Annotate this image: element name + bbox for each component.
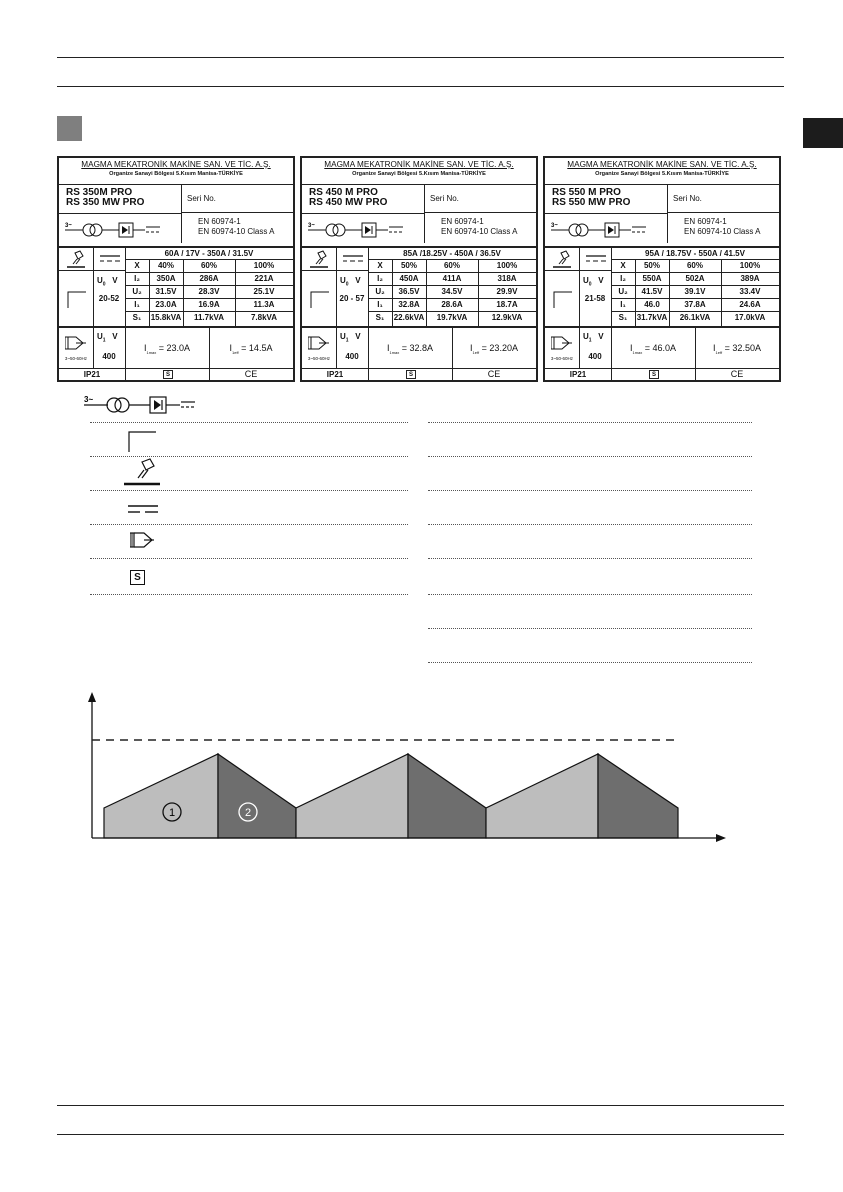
weld-time-area xyxy=(104,754,218,838)
row-label: I₁ xyxy=(620,300,626,309)
plate-model-section xyxy=(59,185,293,243)
address: Organize Sanayi Bölgesi 5.Kısım Manisa-TÜRKİYE xyxy=(109,171,243,177)
table-cell: 46.0 xyxy=(644,300,660,309)
mains-plug-icon xyxy=(308,336,330,350)
standards xyxy=(667,213,779,243)
manufacturer: MAGMA MEKATRONİK MAKİNE SAN. VE TİC. A.Ş. xyxy=(324,160,514,169)
grid-line xyxy=(611,368,612,380)
frequency-label: 3~50-60Hz xyxy=(307,356,331,361)
machine-type-symbol xyxy=(59,213,181,244)
label-1: 1 xyxy=(168,807,176,819)
direct-current-icon xyxy=(99,254,121,264)
chapter-tab xyxy=(803,118,843,148)
footer-rule-2 xyxy=(57,1134,784,1135)
i1eff-value: $I_{1eff} = 14.5A$ xyxy=(229,343,273,355)
grid-line xyxy=(125,368,126,380)
standard-1: EN 60974-1 xyxy=(441,217,484,226)
table-cell: 25.1V xyxy=(253,287,275,296)
cv-characteristic-icon xyxy=(310,290,330,308)
legend-rule xyxy=(90,524,408,525)
table-cell: 100% xyxy=(496,261,518,270)
legend-rule xyxy=(428,558,752,559)
u1-value: 400 xyxy=(345,352,359,361)
ce-mark: CE xyxy=(244,369,258,379)
table-cell: 286A xyxy=(199,274,219,283)
mig-torch-icon xyxy=(308,250,330,268)
standards xyxy=(181,213,293,243)
row-label: I₂ xyxy=(620,274,626,283)
current-range: 95A / 18.75V - 550A / 41.5V xyxy=(645,249,745,258)
u1-label: $U_1$ V xyxy=(583,332,604,344)
table-cell: 31.5V xyxy=(155,287,177,296)
model-name-1: RS 450 M PRO xyxy=(309,187,378,198)
serial-number: Seri No. xyxy=(424,185,536,213)
table-cell: 60% xyxy=(443,261,460,270)
legend-rule xyxy=(428,456,752,457)
table-cell: 60% xyxy=(686,261,703,270)
ip-rating: IP21 xyxy=(326,370,344,379)
table-cell: 16.9A xyxy=(198,300,220,309)
grid-line xyxy=(93,328,94,368)
table-cell: 60% xyxy=(200,261,217,270)
ce-mark: CE xyxy=(487,369,501,379)
row-label: I₂ xyxy=(377,274,383,283)
legend-rule xyxy=(428,422,752,423)
supply-section xyxy=(302,328,536,380)
rating-plate xyxy=(57,156,295,382)
model-names xyxy=(66,188,144,208)
row-label: X xyxy=(377,261,383,270)
rating-plate xyxy=(543,156,781,382)
weld-time-area xyxy=(296,754,408,838)
grid-line xyxy=(579,328,580,368)
table-cell: 23.0A xyxy=(155,300,177,309)
supply-section xyxy=(545,328,779,380)
label-2: 2 xyxy=(244,807,252,819)
legend-rule xyxy=(90,594,408,595)
table-cell: 33.4V xyxy=(739,287,761,296)
ip-rating: IP21 xyxy=(83,370,101,379)
model-name-2: RS 450 MW PRO xyxy=(309,197,388,208)
row-label: X xyxy=(620,261,626,270)
mig-torch-icon xyxy=(551,250,573,268)
duty-cycle-chart xyxy=(80,690,730,855)
mig-torch-icon xyxy=(65,250,87,268)
mig-torch-icon xyxy=(124,458,164,486)
x-axis-arrow xyxy=(716,834,726,842)
current-range: 85A /18.25V - 450A / 36.5V xyxy=(403,249,501,258)
svg-text:3~: 3~ xyxy=(551,223,558,229)
legend-rule xyxy=(90,422,408,423)
model-name-1: RS 550 M PRO xyxy=(552,187,621,198)
plate-header xyxy=(59,158,293,185)
frequency-label: 3~50-60Hz xyxy=(550,356,574,361)
mains-plug-icon xyxy=(551,336,573,350)
cv-characteristic-icon xyxy=(128,430,158,452)
table-cell: 411A xyxy=(442,274,462,283)
direct-current-icon xyxy=(128,503,160,515)
table-cell: 39.1V xyxy=(684,287,706,296)
grid-line xyxy=(59,270,125,271)
rest-time-area xyxy=(218,754,296,838)
table-cell: 24.6A xyxy=(739,300,761,309)
row-label: U₂ xyxy=(618,287,628,296)
grid-line xyxy=(579,248,580,326)
table-cell: 31.7kVA xyxy=(636,313,668,322)
table-cell: 26.1kVA xyxy=(679,313,711,322)
model-names xyxy=(309,188,387,208)
table-cell: 19.7kVA xyxy=(436,313,468,322)
rating-table xyxy=(545,246,779,328)
manufacturer: MAGMA MEKATRONİK MAKİNE SAN. VE TİC. A.Ş. xyxy=(567,160,757,169)
i1max-value: $I_{1max} = 23.0A$ xyxy=(143,343,191,355)
transformer-rectifier-icon xyxy=(551,219,655,239)
rating-plate xyxy=(300,156,538,382)
table-cell: 40% xyxy=(157,261,174,270)
i1eff-value: $I_{1eff} = 23.20A$ xyxy=(470,343,518,355)
table-cell: 22.6kVA xyxy=(393,313,425,322)
plate-header xyxy=(545,158,779,185)
table-cell: 7.8kVA xyxy=(250,313,278,322)
standard-2: EN 60974-10 Class A xyxy=(441,227,518,236)
table-cell: 50% xyxy=(643,261,660,270)
legend-rule xyxy=(90,558,408,559)
s-mark: S xyxy=(406,370,416,379)
rest-time-area xyxy=(598,754,678,838)
address: Organize Sanayi Bölgesi 5.Kısım Manisa-TÜRKİYE xyxy=(352,171,486,177)
table-cell: 34.5V xyxy=(441,287,463,296)
legend-rule xyxy=(428,524,752,525)
u0-label: $U_0$ V xyxy=(583,276,604,288)
svg-text:3~: 3~ xyxy=(308,223,315,229)
i1max-value: $I_{1max} = 32.8A$ xyxy=(386,343,434,355)
table-cell: 318A xyxy=(497,274,517,283)
table-cell: 29.9V xyxy=(496,287,518,296)
table-cell: 450A xyxy=(399,274,419,283)
table-cell: 221A xyxy=(254,274,274,283)
serial-number: Seri No. xyxy=(667,185,779,213)
s-mark: S xyxy=(649,370,659,379)
frequency-label: 3~50-60Hz xyxy=(64,356,88,361)
rating-table xyxy=(59,246,293,328)
row-label: S₁ xyxy=(375,313,385,322)
grid-line xyxy=(93,248,94,326)
u0-label: $U_0$ V xyxy=(340,276,361,288)
section-marker xyxy=(57,116,82,141)
table-cell: 12.9kVA xyxy=(491,313,523,322)
table-cell: 389A xyxy=(740,274,760,283)
model-name-2: RS 350 MW PRO xyxy=(66,197,145,208)
u1-value: 400 xyxy=(588,352,602,361)
supply-section xyxy=(59,328,293,380)
transformer-rectifier-icon xyxy=(65,219,169,239)
s-mark-icon: S xyxy=(130,570,145,585)
legend-rule xyxy=(90,490,408,491)
table-cell: 15.8kVA xyxy=(150,313,182,322)
standard-2: EN 60974-10 Class A xyxy=(198,227,275,236)
table-cell: 37.8A xyxy=(684,300,706,309)
phase-label: 3~ xyxy=(84,395,94,404)
table-cell: 28.6A xyxy=(441,300,463,309)
ip-rating: IP21 xyxy=(569,370,587,379)
u0-label: $U_0$ V xyxy=(97,276,118,288)
standard-1: EN 60974-1 xyxy=(684,217,727,226)
model-name-1: RS 350M PRO xyxy=(66,187,133,198)
row-label: I₂ xyxy=(134,274,140,283)
table-cell: 17.0kVA xyxy=(734,313,766,322)
u1-value: 400 xyxy=(102,352,116,361)
mains-plug-icon xyxy=(65,336,87,350)
grid-line xyxy=(336,248,337,326)
u1-label: $U_1$ V xyxy=(97,332,118,344)
machine-type-symbol xyxy=(302,213,424,244)
table-cell: 100% xyxy=(739,261,761,270)
i1max-value: $I_{1max} = 46.0A$ xyxy=(629,343,677,355)
y-axis-arrow xyxy=(88,692,96,702)
legend-rule xyxy=(428,662,752,663)
u0-range: 20-52 xyxy=(98,294,120,303)
svg-text:3~: 3~ xyxy=(65,223,72,229)
plate-model-section xyxy=(302,185,536,243)
table-cell: 550A xyxy=(642,274,662,283)
table-cell: 11.3A xyxy=(253,300,275,309)
table-cell: 36.5V xyxy=(398,287,420,296)
u0-range: 21-58 xyxy=(584,294,606,303)
manufacturer: MAGMA MEKATRONİK MAKİNE SAN. VE TİC. A.Ş. xyxy=(81,160,271,169)
ce-mark: CE xyxy=(730,369,744,379)
address: Organize Sanayi Bölgesi 5.Kısım Manisa-TÜRKİYE xyxy=(595,171,729,177)
table-cell: 100% xyxy=(253,261,275,270)
table-cell: 502A xyxy=(685,274,705,283)
grid-line xyxy=(336,328,337,368)
s-mark: S xyxy=(163,370,173,379)
table-cell: 50% xyxy=(400,261,417,270)
standard-1: EN 60974-1 xyxy=(198,217,241,226)
direct-current-icon xyxy=(342,254,364,264)
u1-label: $U_1$ V xyxy=(340,332,361,344)
transformer-rectifier-icon xyxy=(308,219,412,239)
standards xyxy=(424,213,536,243)
rest-time-area xyxy=(408,754,486,838)
row-label: U₂ xyxy=(132,287,142,296)
table-cell: 32.8A xyxy=(398,300,420,309)
row-label: I₁ xyxy=(134,300,140,309)
legend-rule xyxy=(428,628,752,629)
rating-table xyxy=(302,246,536,328)
table-cell: 11.7kVA xyxy=(193,313,225,322)
mains-plug-icon xyxy=(130,532,156,548)
standard-2: EN 60974-10 Class A xyxy=(684,227,761,236)
u0-range: 20 - 57 xyxy=(339,294,365,303)
top-rule xyxy=(57,57,784,58)
current-range: 60A / 17V - 350A / 31.5V xyxy=(164,249,254,258)
legend-rule xyxy=(428,490,752,491)
table-cell: 350A xyxy=(156,274,176,283)
grid-line xyxy=(368,368,369,380)
weld-time-area xyxy=(486,754,598,838)
machine-type-symbol xyxy=(545,213,667,244)
top-rule-2 xyxy=(57,86,784,87)
table-cell: 41.5V xyxy=(641,287,663,296)
legend-rule xyxy=(428,594,752,595)
transformer-rectifier-icon xyxy=(84,393,196,415)
row-label: I₁ xyxy=(377,300,383,309)
plate-model-section xyxy=(545,185,779,243)
row-label: X xyxy=(134,261,140,270)
grid-line xyxy=(302,270,368,271)
plate-header xyxy=(302,158,536,185)
cv-characteristic-icon xyxy=(67,290,87,308)
row-label: U₂ xyxy=(375,287,385,296)
model-name-2: RS 550 MW PRO xyxy=(552,197,631,208)
direct-current-icon xyxy=(585,254,607,264)
row-label: S₁ xyxy=(132,313,142,322)
serial-number: Seri No. xyxy=(181,185,293,213)
grid-line xyxy=(545,270,611,271)
model-names xyxy=(552,188,630,208)
footer-rule xyxy=(57,1105,784,1106)
table-cell: 28.3V xyxy=(198,287,220,296)
table-cell: 18.7A xyxy=(496,300,518,309)
row-label: S₁ xyxy=(618,313,628,322)
cv-characteristic-icon xyxy=(553,290,573,308)
legend-rule xyxy=(90,456,408,457)
i1eff-value: $I_{1eff} = 32.50A$ xyxy=(713,343,761,355)
